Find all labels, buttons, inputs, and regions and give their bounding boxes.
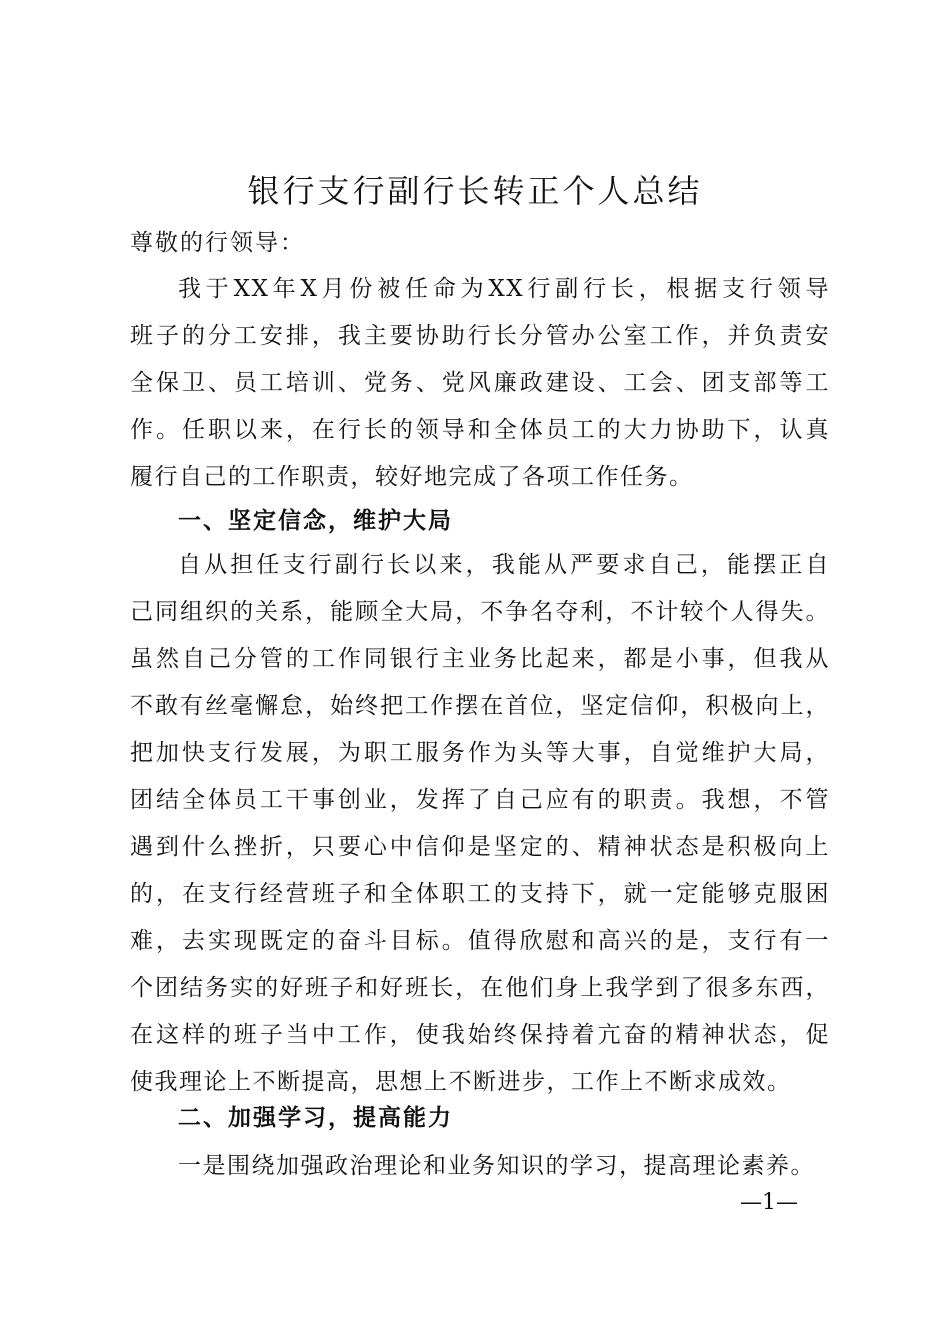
paragraph-line: 的，在支行经营班子和全体职工的支持下，就一定能够克服困 bbox=[130, 881, 830, 907]
document-title: 银行支行副行长转正个人总结 bbox=[247, 172, 703, 210]
salutation: 尊敬的行领导： bbox=[130, 230, 305, 256]
paragraph-line: 使我理论上不断提高，思想上不断进步，工作上不断求成效。 bbox=[130, 1069, 792, 1095]
paragraph-line: 班子的分工安排，我主要协助行长分管办公室工作，并负责安 bbox=[130, 323, 830, 349]
paragraph-line: 虽然自己分管的工作同银行主业务比起来，都是小事，但我从 bbox=[130, 646, 830, 672]
paragraph-line: 一是围绕加强政治理论和业务知识的学习，提高理论素养。 bbox=[178, 1153, 815, 1179]
paragraph-section-1 bbox=[130, 542, 830, 1106]
paragraph-line: 团结全体员工干事创业，发挥了自己应有的职责。我想，不管 bbox=[130, 787, 830, 813]
section-heading-2: 二、加强学习，提高能力 bbox=[178, 1105, 453, 1131]
paragraph-line: 难，去实现既定的奋斗目标。值得欣慰和高兴的是，支行有一 bbox=[130, 928, 830, 954]
paragraph-line: 在这样的班子当中工作，使我始终保持着亢奋的精神状态，促 bbox=[130, 1022, 830, 1048]
page-number: —1— bbox=[740, 1190, 798, 1215]
paragraph-line: 不敢有丝毫懈怠，始终把工作摆在首位，坚定信仰，积极向上， bbox=[130, 693, 830, 719]
paragraph-line: 自从担任支行副行长以来，我能从严要求自己，能摆正自 bbox=[178, 552, 830, 578]
paragraph-line: 我于XX年X月份被任命为XX行副行长，根据支行领导 bbox=[178, 276, 830, 302]
paragraph-line: 个团结务实的好班子和好班长，在他们身上我学到了很多东西， bbox=[130, 975, 830, 1001]
paragraph-line: 全保卫、员工培训、党务、党风廉政建设、工会、团支部等工 bbox=[130, 370, 830, 396]
section-heading-1: 一、坚定信念，维护大局 bbox=[178, 508, 453, 534]
paragraph-line: 把加快支行发展，为职工服务作为头等大事，自觉维护大局， bbox=[130, 740, 830, 766]
paragraph-line: 作。任职以来，在行长的领导和全体员工的大力协助下，认真 bbox=[130, 417, 830, 443]
paragraph-intro bbox=[130, 266, 830, 501]
paragraph-line: 遇到什么挫折，只要心中信仰是坚定的、精神状态是积极向上 bbox=[130, 834, 830, 860]
paragraph-line: 履行自己的工作职责，较好地完成了各项工作任务。 bbox=[130, 464, 694, 490]
paragraph-section-2 bbox=[130, 1143, 830, 1190]
paragraph-line: 己同组织的关系，能顾全大局，不争名夺利，不计较个人得失。 bbox=[130, 599, 830, 625]
